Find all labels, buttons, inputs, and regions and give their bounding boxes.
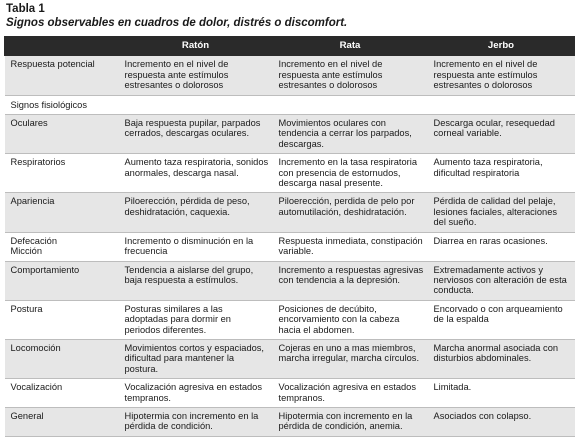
cell-rata: Hipotermia con incremento en la pérdida de condición, anemia. xyxy=(273,407,428,436)
cell-jerbo: Incremento en el nivel de respuesta ante estímulos estresantes o dolorosos xyxy=(428,56,575,95)
row-label: Oculares xyxy=(5,115,119,154)
row-label: Respiratorios xyxy=(5,154,119,193)
table-row xyxy=(5,300,575,339)
row-label: General xyxy=(5,407,119,436)
cell-jerbo: Extremadamente activos y nerviosos con alteración de esta conducta. xyxy=(428,261,575,300)
cell-rata: Cojeras en uno a mas miembros, marcha irregular, marcha círculos. xyxy=(273,339,428,378)
table-row xyxy=(5,407,575,436)
cell-raton: Vocalización agresiva en estados tempranos. xyxy=(119,379,273,408)
section-label: Signos fisiológicos xyxy=(5,95,575,114)
header-cell-empty xyxy=(5,37,119,56)
section-row xyxy=(5,95,575,114)
cell-rata: Incremento en el nivel de respuesta ante estímulos estresantes o dolorosos xyxy=(273,56,428,95)
table-body xyxy=(5,56,575,436)
header-cell-raton: Ratón xyxy=(119,37,273,56)
table-row xyxy=(5,339,575,378)
table-row xyxy=(5,154,575,193)
table-row xyxy=(5,232,575,261)
cell-raton: Baja respuesta pupilar, parpados cerrados, descargas oculares. xyxy=(119,115,273,154)
cell-jerbo: Asociados con colapso. xyxy=(428,407,575,436)
cell-raton: Aumento taza respiratoria, sonidos anormales, descarga nasal. xyxy=(119,154,273,193)
cell-raton: Incremento en el nivel de respuesta ante estímulos estresantes o dolorosos xyxy=(119,56,273,95)
cell-rata: Incremento a respuestas agresivas con tendencia a la depresión. xyxy=(273,261,428,300)
cell-raton: Incremento o disminución en la frecuencia xyxy=(119,232,273,261)
signs-table xyxy=(4,36,575,437)
cell-rata: Movimientos oculares con tendencia a cerrar los parpados, descargas. xyxy=(273,115,428,154)
header-row xyxy=(5,37,575,56)
cell-raton: Hipotermia con incremento en la pérdida de condición. xyxy=(119,407,273,436)
cell-raton: Piloerección, pérdida de peso, deshidratación, caquexia. xyxy=(119,193,273,232)
table-row xyxy=(5,115,575,154)
table-row xyxy=(5,56,575,95)
cell-raton: Tendencia a aislarse del grupo, baja respuesta a estímulos. xyxy=(119,261,273,300)
cell-jerbo: Pérdida de calidad del pelaje, lesiones faciales, alteraciones del sueño. xyxy=(428,193,575,232)
cell-rata: Respuesta inmediata, constipación variable. xyxy=(273,232,428,261)
table-row xyxy=(5,193,575,232)
cell-jerbo: Aumento taza respiratoria, dificultad respiratoria xyxy=(428,154,575,193)
cell-jerbo: Marcha anormal asociada con disturbios abdominales. xyxy=(428,339,575,378)
cell-raton: Movimientos cortos y espaciados, dificultad para mantener la postura. xyxy=(119,339,273,378)
cell-rata: Vocalización agresiva en estados tempranos. xyxy=(273,379,428,408)
header-cell-rata: Rata xyxy=(273,37,428,56)
cell-rata: Piloerección, perdida de pelo por automutilación, deshidratación. xyxy=(273,193,428,232)
row-label: Apariencia xyxy=(5,193,119,232)
row-label: Postura xyxy=(5,300,119,339)
table-label: Tabla 1 xyxy=(6,3,45,15)
cell-jerbo: Diarrea en raras ocasiones. xyxy=(428,232,575,261)
table-row xyxy=(5,261,575,300)
table-title: Signos observables en cuadros de dolor, distrés o discomfort. xyxy=(6,17,348,29)
table-header xyxy=(5,37,575,56)
cell-rata: Incremento en la tasa respiratoria con presencia de estornudos, descarga nasal presente. xyxy=(273,154,428,193)
cell-rata: Posiciones de decúbito, encorvamiento con la cabeza hacia el abdomen. xyxy=(273,300,428,339)
header-cell-jerbo: Jerbo xyxy=(428,37,575,56)
row-label: Comportamiento xyxy=(5,261,119,300)
cell-jerbo: Descarga ocular, resequedad corneal variable. xyxy=(428,115,575,154)
table-row xyxy=(5,379,575,408)
cell-raton: Posturas similares a las adoptadas para dormir en periodos diferentes. xyxy=(119,300,273,339)
row-label: Locomoción xyxy=(5,339,119,378)
row-label: Defecación Micción xyxy=(5,232,119,261)
cell-jerbo: Limitada. xyxy=(428,379,575,408)
row-label: Vocalización xyxy=(5,379,119,408)
cell-jerbo: Encorvado o con arqueamiento de la espalda xyxy=(428,300,575,339)
row-label: Respuesta potencial xyxy=(5,56,119,95)
